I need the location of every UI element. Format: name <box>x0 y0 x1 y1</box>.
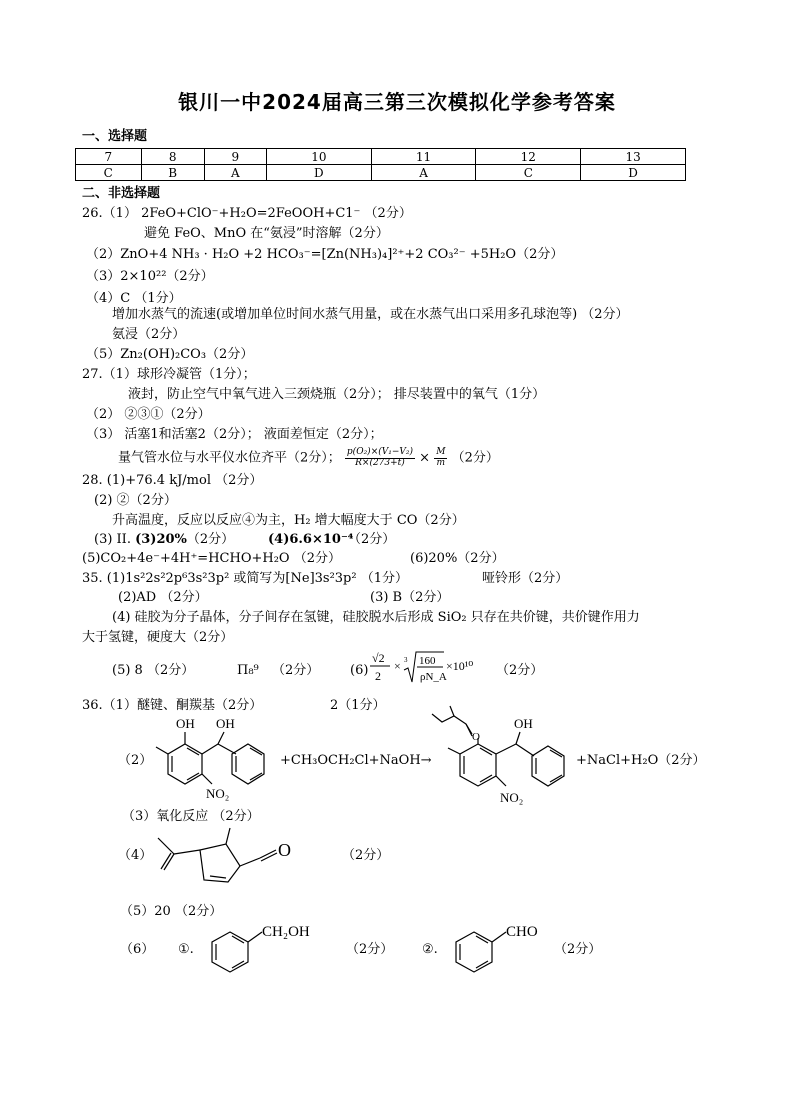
q28-part3-score: （2分） <box>186 532 235 547</box>
q35-line5d: (6) <box>350 663 369 678</box>
table-cell: D <box>266 165 371 181</box>
q27-fraction-2 <box>434 448 447 468</box>
q26-line5: （4）C （1分） <box>86 291 182 306</box>
q28-part4-answer: (4)6.6×10⁻⁴ <box>268 532 354 547</box>
benzyl-alcohol-structure <box>200 916 340 976</box>
formula-sqrt2: √2 <box>372 651 385 665</box>
q36-line5: （5）20 （2分） <box>120 904 223 919</box>
reactant-structure <box>150 712 285 807</box>
table-cell: C <box>476 165 581 181</box>
table-cell: D <box>581 165 686 181</box>
q27-fraction-1 <box>345 448 415 468</box>
table-cell: 13 <box>581 149 686 165</box>
q26-line3: （2）ZnO+4 NH₃ · H₂O +2 HCO₃⁻=[Zn(NH₃)₄]²⁺+2 CO₃²⁻ +5H₂O（2分） <box>86 247 564 262</box>
table-cell: 12 <box>476 149 581 165</box>
q28-part3-label: (3) II. <box>94 532 136 547</box>
benzaldehyde-structure <box>444 916 564 976</box>
product-structure <box>428 702 578 812</box>
fraction-numerator: p(O₂)×(V₁−V₂) <box>346 447 414 457</box>
table-cell: A <box>371 165 476 181</box>
q35-line5j: （2分） <box>496 663 544 678</box>
q36-part2-reagents: +CH₃OCH₂Cl+NaOH→ <box>280 753 432 768</box>
q28-line5b: (6)20%（2分） <box>410 551 505 566</box>
q36-line1: 36.（1）醚键、酮羰基（2分） <box>82 698 263 713</box>
formula-rhon: ρN_A <box>420 671 447 683</box>
oh-label: OH <box>514 716 533 731</box>
q28-line2: (2) ②（2分） <box>94 493 177 508</box>
formula-power: ×10¹⁰ <box>446 659 474 673</box>
o-label: O <box>278 840 291 860</box>
table-row-numbers <box>76 149 686 165</box>
q35-line2b: (3) B（2分） <box>370 590 450 605</box>
svg-text:O: O <box>472 731 480 743</box>
q27-line1: 27.（1）球形冷凝管（1分）； <box>82 367 256 382</box>
fraction-denominator: R×(273+t) <box>355 458 405 468</box>
q36-part6-score1: （2分） <box>346 942 394 957</box>
q28-line4 <box>94 533 234 546</box>
table-cell: 9 <box>204 149 266 165</box>
q26-line1: 26.（1） 2FeO+ClO⁻+H₂O=2FeOOH+C1⁻ （2分） <box>82 206 412 221</box>
q36-part6-item1: ①. <box>178 942 194 957</box>
section-choice-heading: 一、选择题 <box>82 129 148 144</box>
q26-line4: （3）2×10²²（2分） <box>86 269 214 284</box>
table-cell: 8 <box>141 149 204 165</box>
q35-line1: 35. (1)1s²2s²2p⁶3s²3p² 或简写为[Ne]3s²3p² （1分） <box>82 571 408 586</box>
q36-part6-item2: ②. <box>422 942 438 957</box>
q36-part2-products: +NaCl+H₂O（2分） <box>576 753 706 768</box>
q26-line2: 避免 FeO、MnO 在“氨浸”时溶解（2分） <box>144 226 389 241</box>
formula-two: 2 <box>375 669 381 683</box>
q36-part4-score: （2分） <box>342 848 390 863</box>
q27-line4: （3） 活塞1和活塞2（2分）； 液面差恒定（2分）； <box>86 427 383 442</box>
table-cell: A <box>204 165 266 181</box>
svg-text:3: 3 <box>404 656 408 664</box>
fraction-denominator: m <box>436 458 446 468</box>
q35-line5a: (5) 8 （2分） <box>112 663 195 678</box>
q35-line5c: （2分） <box>272 663 320 678</box>
table-cell: C <box>76 165 142 181</box>
no2-label: NO₂ <box>206 786 230 801</box>
oh-label: OH <box>216 716 235 731</box>
q27-line2: 液封，防止空气中氧气进入三颈烧瓶（2分）； 排尽装置中的氧气（1分） <box>128 387 546 402</box>
q36-part6-score2: （2分） <box>554 942 602 957</box>
q27-line5: 量气管水位与水平仪水位齐平（2分）； $\frac{\text{p(O₂)×(V₁−V₂)}}{R\times(273+t)}$ × $\frac{M}{m}$ （2分） <box>118 447 499 468</box>
table-cell: B <box>141 165 204 181</box>
no2-label: NO₂ <box>500 790 524 805</box>
q26-line6: 增加水蒸气的流速(或增加单位时间水蒸气用量，或在水蒸气出口采用多孔球泡等) （2分） <box>112 307 629 322</box>
q35-pi-symbol: Π₈⁹ <box>237 663 259 678</box>
q35-line4: 大于氢键，硬度大（2分） <box>82 630 234 645</box>
svg-text:×: × <box>394 659 401 673</box>
q36-line1b: 2（1分） <box>330 698 386 713</box>
q28-part3-answer: (3)20% <box>135 532 187 547</box>
q36-part4-label: （4） <box>118 848 153 863</box>
table-cell: 10 <box>266 149 371 165</box>
answer-table <box>75 148 686 181</box>
q28-line1: 28. (1)+76.4 kJ/mol （2分） <box>82 473 263 488</box>
q27-line5-text: 量气管水位与水平仪水位齐平（2分）； <box>118 450 341 466</box>
formula-160: 160 <box>419 655 436 667</box>
section-nonchoice-heading: 二、非选择题 <box>82 186 161 201</box>
q36-part2-label: （2） <box>118 753 153 768</box>
table-cell: 11 <box>371 149 476 165</box>
q35-line2: (2)AD （2分） <box>118 590 208 605</box>
table-cell: 7 <box>76 149 142 165</box>
q28-line3: 升高温度，反应以反应④为主，H₂ 增大幅度大于 CO（2分） <box>112 513 465 528</box>
oh-label: OH <box>176 716 195 731</box>
q36-part6-label: （6） <box>120 942 155 957</box>
q28-line5: (5)CO₂+4e⁻+4H⁺=HCHO+H₂O （2分） <box>82 551 341 566</box>
page-title: 银川一中2024届高三第三次模拟化学参考答案 <box>178 90 616 114</box>
q35-line3: (4) 硅胶为分子晶体，分子间存在氢键，硅胶脱水后形成 SiO₂ 只存在共价键，共价键作用力 <box>112 610 640 625</box>
q35-line1b: 哑铃形（2分） <box>482 571 569 586</box>
q27-line5-score: （2分） <box>451 450 499 466</box>
cho-label: CHO <box>506 924 538 940</box>
q26-line8: （5）Zn₂(OH)₂CO₃（2分） <box>86 347 254 362</box>
ch2oh-label: CH₂OH <box>262 924 310 940</box>
fraction-numerator: M <box>436 447 446 457</box>
q27-line3: （2） ②③①（2分） <box>86 407 211 422</box>
q36-line3: （3）氧化反应 （2分） <box>122 809 260 824</box>
q28-part4-score: （2分） <box>348 532 396 547</box>
table-row-answers <box>76 165 686 181</box>
q35-formula <box>368 648 488 688</box>
q26-line7: 氨浸（2分） <box>112 327 186 342</box>
part4-structure <box>148 824 308 894</box>
